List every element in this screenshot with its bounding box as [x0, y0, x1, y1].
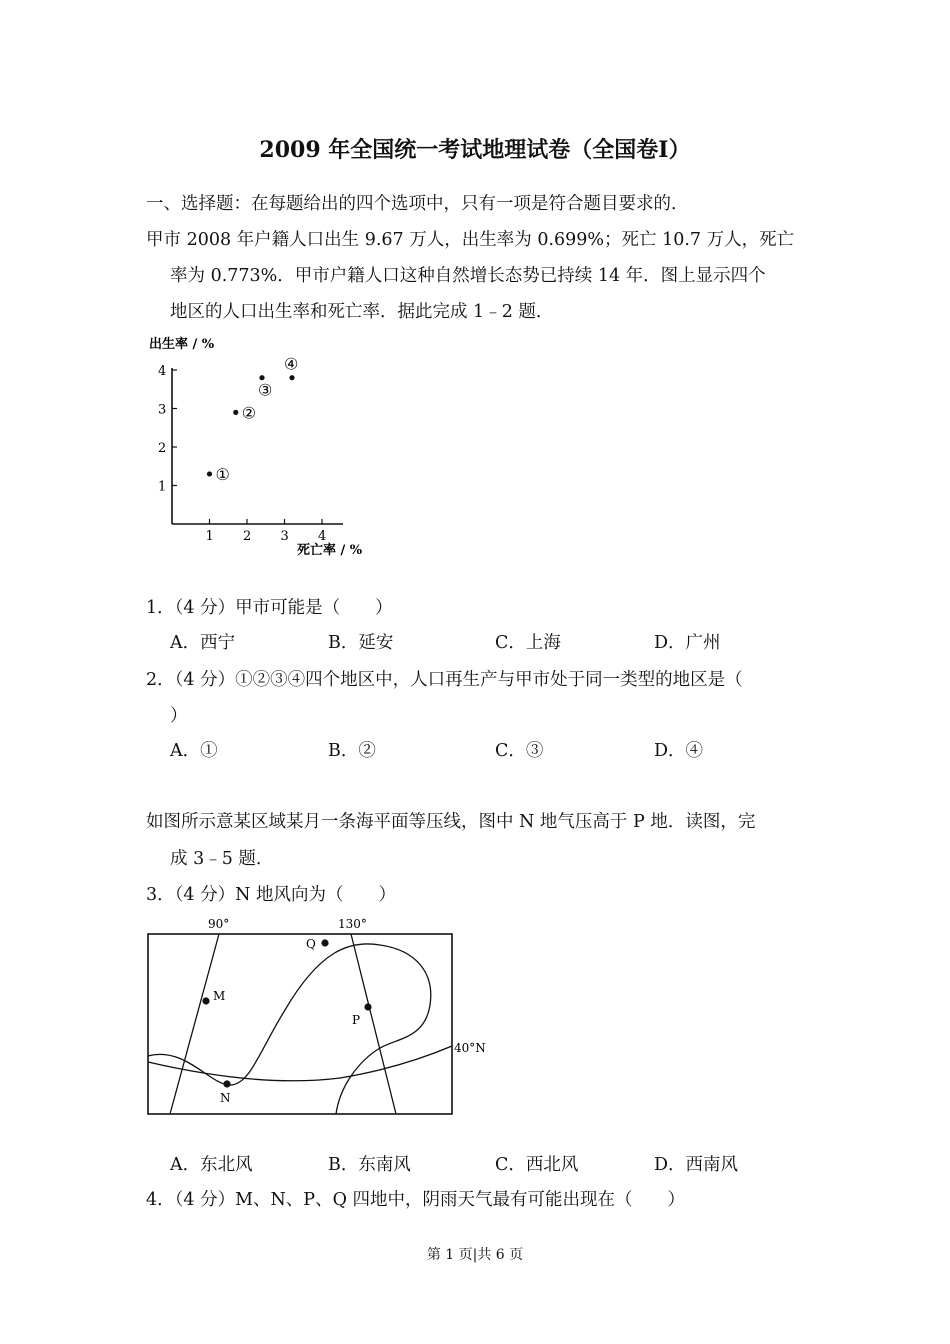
data-point-label-1: ① — [215, 464, 230, 484]
map-point-label-n: N — [220, 1091, 231, 1105]
map-point-label-q: Q — [306, 937, 316, 951]
birth-death-scatter-chart — [140, 328, 380, 564]
q3-option-d[interactable]: D．西南风 — [654, 1155, 739, 1175]
q2-option-a[interactable]: A．① — [170, 741, 218, 761]
section-heading: 一、选择题：在每题给出的四个选项中，只有一项是符合题目要求的． — [146, 194, 689, 214]
intro2-line1: 如图所示意某区域某月一条海平面等压线，图中 N 地气压高于 P 地．读图，完 — [146, 812, 756, 832]
q4-stem: 4．（4 分）M、N、P、Q 四地中，阴雨天气最有可能出现在（ ） — [146, 1190, 685, 1210]
y-axis-label: 出生率 / % — [149, 337, 215, 352]
data-point-1 — [207, 471, 212, 476]
lon-90-label: 90° — [208, 917, 230, 931]
lon-130-label: 130° — [338, 917, 367, 931]
page-title: 2009 年全国统一考试地理试卷（全国卷Ⅰ） — [259, 137, 691, 163]
y-tick-label: 1 — [158, 479, 167, 495]
map-frame — [148, 934, 452, 1114]
intro2-line2: 成 3﹣5 题． — [170, 849, 274, 869]
q1-option-c[interactable]: C．上海 — [495, 633, 561, 653]
q3-option-b[interactable]: B．东南风 — [328, 1155, 411, 1175]
map-point-label-m: M — [213, 989, 226, 1003]
data-point-label-4: ④ — [284, 354, 299, 374]
x-tick-label: 2 — [243, 529, 252, 544]
map-point-p — [364, 1003, 371, 1010]
q1-option-a[interactable]: A．西宁 — [170, 633, 236, 653]
parallel-40n — [148, 1046, 452, 1081]
q2-option-c[interactable]: C．③ — [495, 741, 544, 761]
x-tick-label: 3 — [280, 529, 289, 544]
intro1-line2: 率为 0.773%．甲市户籍人口这种自然增长态势已持续 14 年．图上显示四个 — [170, 266, 766, 286]
meridian-90 — [170, 934, 219, 1114]
q2-stem-cont: ） — [170, 706, 188, 726]
data-point-label-2: ② — [241, 403, 257, 423]
q2-option-d[interactable]: D．④ — [654, 741, 704, 761]
data-point-label-3: ③ — [258, 380, 273, 400]
map-point-q — [321, 939, 328, 946]
q3-stem: 3．（4 分）N 地风向为（ ） — [146, 885, 396, 905]
y-tick-label: 2 — [158, 441, 167, 456]
map-point-m — [202, 997, 209, 1004]
q3-option-c[interactable]: C．西北风 — [495, 1155, 579, 1175]
y-tick-label: 3 — [158, 402, 167, 418]
q2-stem: 2．（4 分）①②③④四个地区中，人口再生产与甲市处于同一类型的地区是（ — [146, 670, 743, 690]
q1-option-b[interactable]: B．延安 — [328, 633, 394, 653]
lat-40n-label: 40°N — [454, 1041, 486, 1055]
q1-option-d[interactable]: D．广州 — [654, 633, 721, 653]
map-point-n — [223, 1080, 230, 1087]
isobar-line — [148, 944, 431, 1114]
x-tick-label: 1 — [205, 529, 214, 544]
intro1-line3: 地区的人口出生率和死亡率．据此完成 1﹣2 题． — [170, 302, 554, 322]
intro1-line1: 甲市 2008 年户籍人口出生 9.67 万人，出生率为 0.699%；死亡 10.7 万人，死亡 — [146, 230, 795, 250]
page-footer: 第 1 页|共 6 页 — [426, 1247, 524, 1263]
data-point-2 — [233, 410, 238, 415]
q1-stem: 1．（4 分）甲市可能是（ ） — [146, 598, 393, 618]
y-tick-label: 4 — [158, 364, 167, 379]
q2-option-b[interactable]: B．② — [328, 741, 376, 761]
data-point-3 — [259, 375, 264, 380]
isobar-map — [140, 910, 500, 1120]
data-point-4 — [289, 375, 294, 380]
x-tick-label: 4 — [318, 529, 327, 544]
map-point-label-p: P — [352, 1013, 361, 1027]
x-axis-label: 死亡率 / % — [297, 543, 363, 558]
q3-option-a[interactable]: A．东北风 — [170, 1155, 253, 1175]
